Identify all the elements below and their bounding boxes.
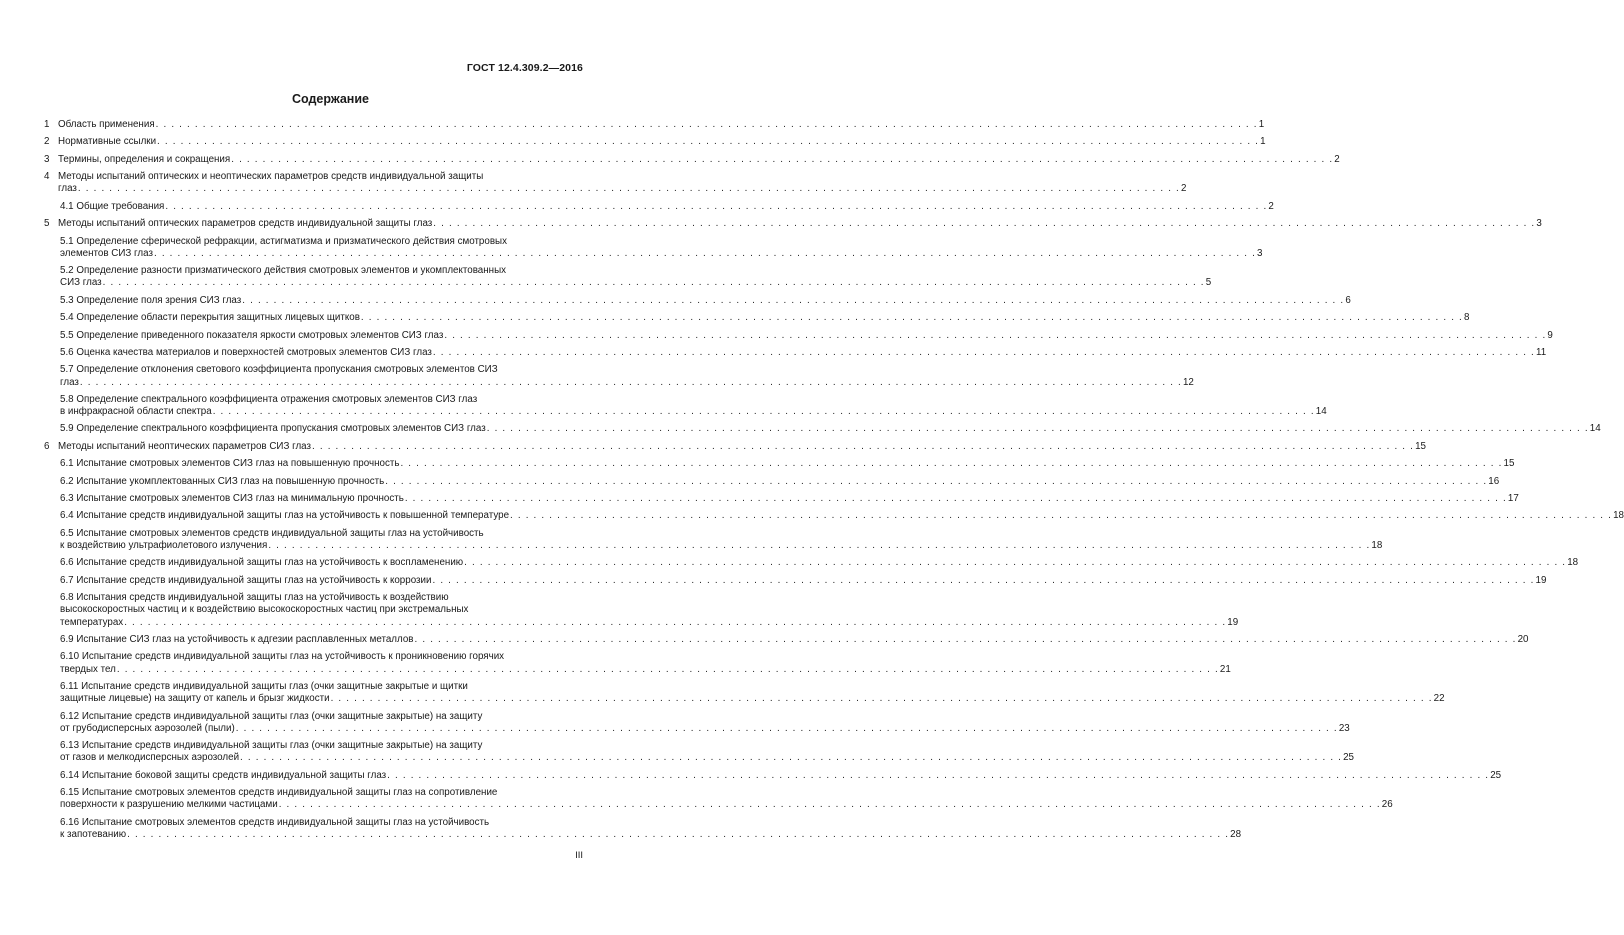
toc-entry — [44, 816, 1242, 841]
toc-entry-text: Испытание смотровых элементов средств индивидуальной защиты глаз на устойчивость — [76, 527, 484, 539]
toc-entry — [44, 710, 1350, 735]
toc-entry-page: 1 — [1260, 136, 1266, 148]
toc-entry-page: 26 — [1381, 799, 1393, 811]
toc-entry-text: температурах — [60, 616, 124, 628]
toc-entry-number: 5.7 — [60, 364, 74, 376]
toc-entry-page: 17 — [1507, 493, 1519, 505]
toc-entry-text: Методы испытаний оптических параметров средств индивидуальной защиты глаз — [58, 218, 433, 230]
toc-entry-page: 14 — [1315, 406, 1327, 418]
dot-leader — [124, 617, 1226, 629]
toc-entry — [44, 294, 1351, 307]
toc-entry — [44, 265, 1212, 289]
toc-entry — [44, 393, 1327, 418]
dot-leader — [236, 723, 1338, 735]
dot-leader — [154, 248, 1256, 260]
toc-entry-text: Определение разности призматического действия смотровых элементов и укомплектованных — [76, 265, 507, 277]
toc-entry-page: 15 — [1415, 440, 1426, 452]
toc-entry-page: 5 — [1205, 277, 1212, 289]
toc-entry-page: 9 — [1547, 329, 1553, 341]
toc-entry-page: 15 — [1503, 458, 1515, 470]
toc-entry-number: 6.15 — [60, 787, 80, 799]
toc-entry-number: 5.1 — [60, 235, 74, 247]
toc-entry-number: 5.4 — [60, 312, 74, 324]
toc-entry — [44, 200, 1274, 213]
toc-entry-number: 6.3 — [60, 493, 74, 505]
toc-entry-text: Определение отклонения светового коэффициента пропускания смотровых элементов СИЗ — [76, 364, 498, 376]
toc-entry — [44, 364, 1194, 388]
toc-entry-text: Определение области перекрытия защитных лицевых щитков — [76, 312, 360, 324]
toc-entry-page: 23 — [1338, 722, 1350, 734]
toc-entry-text: Определение спектрального коэффициента пропускания смотровых элементов СИЗ глаз — [76, 423, 486, 435]
dot-leader — [103, 277, 1205, 289]
toc-entry-number: 6.8 — [60, 592, 74, 604]
toc-entry — [44, 153, 1340, 166]
toc-entry-page: 22 — [1433, 693, 1445, 705]
toc-entry-page: 16 — [1488, 475, 1500, 487]
toc-entry-text: Испытание укомплектованных СИЗ глаз на повышенную прочность — [76, 475, 385, 487]
toc-entry-number: 6 — [44, 440, 50, 452]
toc-entry-number: 6.2 — [60, 475, 74, 487]
toc-entry-text: Испытание боковой защиты средств индивидуальной защиты глаз — [81, 769, 387, 781]
toc-entry-text: Испытание средств индивидуальной защиты глаз на устойчивость к повышенной температуре — [76, 510, 510, 522]
toc-entry — [44, 740, 1355, 764]
toc-entry — [44, 634, 1529, 646]
toc-entry-text: Испытание смотровых элементов СИЗ глаз на повышенную прочность — [76, 458, 400, 470]
toc-entry-text: глаз — [60, 376, 79, 388]
toc-entry-number: 5.3 — [60, 294, 74, 306]
toc-entry-number: 5.8 — [60, 393, 74, 405]
toc-entry-text: Испытание средств индивидуальной защиты глаз на устойчивость к проникновению горячих — [81, 651, 505, 663]
toc-entry — [44, 136, 1266, 148]
toc-entry-text: от грубодисперсных аэрозолей (пыли) — [60, 722, 235, 734]
toc-entry-page: 2 — [1180, 183, 1187, 195]
toc-entry-text: от газов и мелкодисперсных аэрозолей — [60, 752, 240, 764]
toc-entry-page: 11 — [1535, 346, 1547, 358]
toc-entry — [44, 218, 1542, 230]
toc-entry-text: Методы испытаний оптических и неоптических параметров средств индивидуальной защиты — [58, 171, 484, 183]
toc-entry-number: 5.5 — [60, 329, 74, 341]
toc-entry-page: 2 — [1334, 153, 1340, 165]
toc-entry-page: 25 — [1343, 752, 1355, 764]
dot-leader — [361, 312, 1463, 324]
dot-leader — [279, 799, 1381, 811]
dot-leader — [464, 557, 1566, 569]
toc-entry-number: 6.6 — [60, 557, 74, 569]
dot-leader — [117, 664, 1219, 676]
toc-entry — [44, 527, 1383, 552]
toc-entry — [44, 458, 1515, 470]
toc-entry-text: Испытание СИЗ глаз на устойчивость к адгезии расплавленных металлов — [76, 634, 414, 645]
toc-entry-text: элементов СИЗ глаз — [60, 247, 153, 259]
toc-entry-number: 6.5 — [60, 527, 74, 539]
toc-entry-number: 6.16 — [60, 816, 80, 828]
dot-leader — [510, 510, 1612, 522]
dot-leader — [157, 136, 1259, 148]
toc-entry-text: Испытание средств индивидуальной защиты глаз (очки защитные закрытые и щитки — [81, 680, 468, 692]
dot-leader — [432, 575, 1534, 587]
toc-entry-number: 5.9 — [60, 423, 74, 435]
toc-entry-text: Определение приведенного показателя яркости смотровых элементов СИЗ глаз — [76, 329, 444, 341]
toc-entry-page: 28 — [1230, 828, 1242, 840]
dot-leader — [433, 347, 1535, 359]
dot-leader — [487, 423, 1589, 435]
toc-entry — [44, 312, 1470, 324]
dot-leader — [80, 377, 1182, 389]
toc-entry — [44, 235, 1263, 260]
toc-entry-page: 19 — [1227, 616, 1239, 628]
toc-entry-text: СИЗ глаз — [60, 277, 102, 289]
dot-leader — [127, 829, 1229, 841]
dot-leader — [165, 201, 1267, 213]
toc-entry — [44, 119, 1265, 131]
toc-entry-number: 1 — [44, 119, 50, 130]
toc-entry-number: 6.13 — [60, 740, 80, 752]
toc-entry-text: Определение поля зрения СИЗ глаз — [76, 294, 242, 306]
dot-leader — [312, 441, 1414, 453]
dot-leader — [268, 540, 1370, 552]
dot-leader — [415, 634, 1517, 646]
toc-entry-number: 6.1 — [60, 458, 74, 470]
toc-entry-page: 6 — [1345, 294, 1351, 306]
toc-entry-page: 8 — [1463, 312, 1470, 324]
toc-entry-number: 6.4 — [60, 510, 74, 522]
toc-entry-text: поверхности к разрушению мелкими частицами — [60, 799, 278, 811]
toc-entry-page: 21 — [1219, 663, 1231, 675]
toc-entry-text: Оценка качества материалов и поверхностей смотровых элементов СИЗ глаз — [76, 346, 432, 358]
toc-entry-page: 19 — [1535, 574, 1547, 586]
toc-entry-page: 12 — [1182, 376, 1194, 388]
toc-entry-text: к запотеванию — [60, 828, 127, 840]
toc-entry — [44, 346, 1547, 359]
toc-entry-text: Испытание средств индивидуальной защиты глаз (очки защитные закрытые) на защиту — [81, 710, 483, 722]
toc-entry-text: в инфракрасной области спектра — [60, 406, 212, 418]
toc-entry-text: Испытания средств индивидуальной защиты глаз на устойчивость к воздействию — [76, 592, 449, 604]
toc-entry-page: 14 — [1589, 423, 1601, 435]
toc-entry-text: Испытание средств индивидуальной защиты глаз на устойчивость к коррозии — [76, 574, 432, 586]
toc-entry-text: Определение сферической рефракции, астигматизма и призматического действия смотровых — [76, 235, 507, 247]
toc-entry-number: 6.12 — [60, 710, 80, 722]
dot-leader — [78, 183, 1180, 195]
dot-leader — [331, 693, 1433, 705]
toc-entry — [44, 769, 1502, 782]
toc-entry-page: 18 — [1371, 540, 1383, 552]
toc-entry — [44, 475, 1500, 488]
toc-entry — [44, 592, 1239, 629]
toc-entry-number: 5 — [44, 218, 50, 230]
toc-entry-number: 6.7 — [60, 574, 74, 586]
toc-entry-number: 4.1 — [60, 200, 74, 212]
toc-entry-page: 1 — [1258, 119, 1265, 130]
toc-entry-page: 2 — [1268, 200, 1274, 212]
dot-leader — [213, 406, 1315, 418]
toc-entry-text: Испытание средств индивидуальной защиты глаз (очки защитные закрытые) на защиту — [81, 740, 483, 752]
dot-leader — [385, 476, 1487, 488]
dot-leader — [400, 458, 1502, 470]
toc-entry-number: 6.14 — [60, 769, 80, 781]
dot-leader — [156, 119, 1258, 131]
toc-entry-text: Испытание смотровых элементов СИЗ глаз на минимальную прочность — [76, 493, 404, 505]
toc-entry-text: к воздействию ультрафиолетового излучения — [60, 540, 268, 552]
toc-entry-text: Нормативные ссылки — [58, 136, 157, 148]
toc-entry-text: Термины, определения и сокращения — [58, 153, 231, 165]
toc-entry-number: 5.6 — [60, 346, 74, 358]
toc-entry-text: твердых тел — [60, 663, 116, 675]
toc-entry-number: 6.9 — [60, 634, 74, 645]
toc-entry-page: 3 — [1536, 218, 1542, 230]
toc-entry-number: 4 — [44, 171, 50, 183]
toc-entry-number: 6.10 — [60, 651, 80, 663]
dot-leader — [444, 330, 1546, 342]
toc-entry — [44, 510, 1624, 522]
toc-entry — [44, 171, 1187, 195]
toc-entry-text: Испытание средств индивидуальной защиты глаз на устойчивость к воспламенению — [76, 557, 464, 569]
toc-entry — [44, 557, 1579, 569]
toc-entry — [44, 680, 1445, 705]
toc-entry-text: Методы испытаний неоптических параметров СИЗ глаз — [58, 440, 311, 452]
dot-leader — [433, 218, 1535, 230]
toc-entry-text: Испытание смотровых элементов средств индивидуальной защиты глаз на устойчивость — [81, 816, 490, 828]
toc-entry — [44, 574, 1547, 587]
toc-entry-page: 25 — [1490, 769, 1502, 781]
dot-leader — [231, 154, 1333, 166]
toc-entry-number: 6.11 — [60, 680, 79, 692]
table-of-contents — [44, 119, 1624, 846]
toc-entry — [44, 329, 1553, 342]
document-id: ГОСТ 12.4.309.2—2016 — [466, 62, 583, 74]
toc-entry — [44, 440, 1426, 453]
dot-leader — [240, 752, 1342, 764]
dot-leader — [242, 295, 1344, 307]
toc-entry-page: 20 — [1517, 634, 1529, 645]
page-number: III — [575, 850, 583, 861]
dot-leader — [387, 770, 1489, 782]
toc-entry-text: высокоскоростных частиц и к воздействию высокоскоростных частиц при экстремальных — [60, 604, 469, 616]
toc-entry — [44, 651, 1231, 675]
toc-entry — [44, 423, 1601, 435]
toc-entry-text: защитные лицевые) на защиту от капель и брызг жидкости — [60, 693, 330, 705]
dot-leader — [405, 493, 1507, 505]
toc-entry-text: глаз — [58, 183, 77, 195]
toc-entry — [44, 493, 1519, 505]
toc-entry-page: 18 — [1567, 557, 1579, 569]
toc-entry-text: Испытание смотровых элементов средств индивидуальной защиты глаз на сопротивление — [81, 787, 498, 799]
toc-entry-number: 5.2 — [60, 265, 74, 277]
toc-entry-number: 2 — [44, 136, 50, 148]
toc-entry-text: Область применения — [58, 119, 155, 130]
toc-entry-page: 3 — [1257, 247, 1263, 259]
toc-entry-text: Определение спектрального коэффициента отражения смотровых элементов СИЗ глаз — [76, 393, 478, 405]
toc-title: Содержание — [291, 92, 369, 106]
toc-entry-text: Общие требования — [76, 200, 165, 212]
toc-entry-page: 18 — [1613, 510, 1624, 522]
toc-entry — [44, 787, 1393, 811]
toc-entry-number: 3 — [44, 153, 50, 165]
